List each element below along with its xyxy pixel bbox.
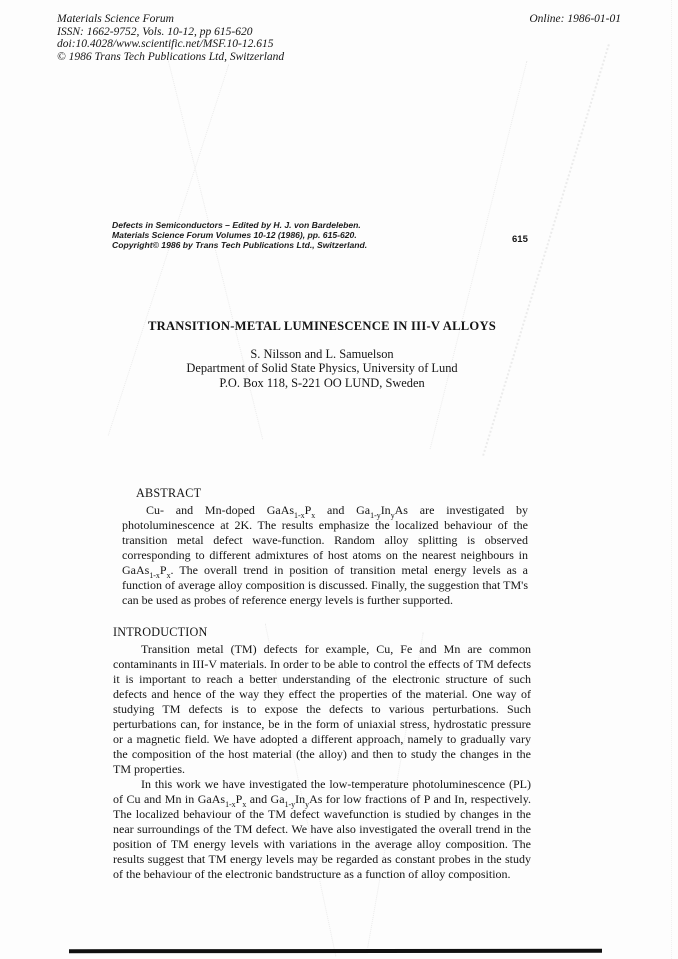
doi-line: doi:10.4028/www.scientific.net/MSF.10-12.615 [57, 38, 274, 51]
copyright-line: © 1986 Trans Tech Publications Ltd, Switzerland [57, 50, 285, 63]
journal-header [57, 13, 284, 63]
citation-line: Copyright© 1986 by Trans Tech Publications Ltd., Switzerland. [112, 240, 368, 251]
journal-name: Materials Science Forum [57, 13, 174, 25]
scan-artifact [430, 61, 528, 449]
paper-title: TRANSITION-METAL LUMINESCENCE IN III-V ALLOYS [147, 319, 497, 333]
introduction-heading: INTRODUCTION [113, 625, 208, 639]
scan-artifact [482, 44, 610, 456]
intro-paragraph: In this work we have investigated the low-temperature photoluminescence (PL) of Cu and Mn in $GaAs_{1-x}P_x$ and $Ga_{1-y}In_yAs$ for low fractions of P and In, respectively. The localized behaviour of the TM defect wavefunction is studied by changes in the near surroundings of the TM defect. We have also investigated the overall trend in the position of TM energy levels with variations in the average alloy composition. The results suggest that TM energy levels may be regarded as constant probes in the study of the behaviour of the electronic bandstructure as a function of alloy composition. [113, 777, 531, 881]
abstract-heading: ABSTRACT [136, 486, 202, 500]
page-number: 615 [512, 234, 528, 245]
title-block [113, 319, 531, 390]
authors-line: S. Nilsson and L. Samuelson [250, 347, 394, 361]
address-line: P.O. Box 118, S-221 OO LUND, Sweden [219, 375, 425, 390]
citation-line: Materials Science Forum Volumes 10-12 (1986), pp. 615-620. [112, 230, 357, 241]
abstract-section [122, 486, 528, 608]
online-date: Online: 1986-01-01 [529, 13, 621, 25]
introduction-section [113, 625, 531, 882]
issn-line: ISSN: 1662-9752, Vols. 10-12, pp 615-620 [57, 25, 253, 38]
affiliation-line: Department of Solid State Physics, University of Lund [186, 361, 458, 376]
citation-line: Defects in Semiconductors – Edited by H. J. von Bardeleben. [112, 220, 361, 230]
byline [113, 347, 531, 390]
citation-block [112, 220, 367, 251]
scan-artifact [671, 0, 672, 959]
intro-paragraph: Transition metal (TM) defects for example, Cu, Fe and Mn are common contaminants in III-V materials. In order to be able to control the effects of TM defects it is important to reach a better understanding of the electronic structure of such defects and hence of the way they effect the properties of the material. One way of studying TM defects is to expose the defects to various perturbations. Such perturbations can, for instance, be in the form of uniaxial stress, hydrostatic pressure or a magnetic field. We have adopted a different approach, namely to gradually vary the composition of the host material (the alloy) and then to study the changes in the TM properties. [113, 642, 531, 776]
abstract-body: Cu- and Mn-doped $GaAs_{1-x}P_x$ and $Ga_{1-y}In_yAs$ are investigated by photoluminescence at 2K. The results emphasize the localized behaviour of the transition metal defect wave-function. Random alloy splitting is observed corresponding to different admixtures of host atoms on the nearest neighbours in $GaAs_{1-x}P_x$. The overall trend in position of transition metal energy levels as a function of average alloy composition is discussed. Finally, the suggestion that TM's can be used as probes of reference energy levels is further supported. [122, 503, 528, 607]
page-footer-rule [69, 949, 602, 953]
